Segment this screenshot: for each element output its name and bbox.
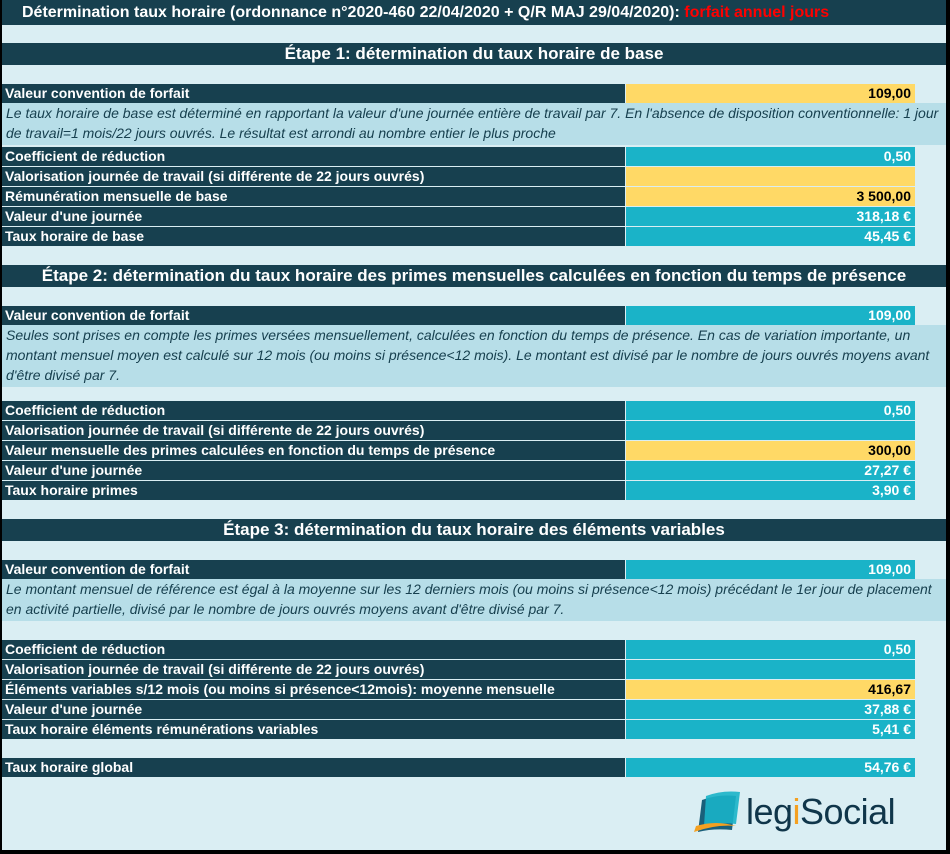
stage-2-valorisation-row: [2, 421, 915, 440]
sheet-title: [2, 0, 946, 25]
row-label: Valeur d'une journée: [2, 207, 625, 226]
valorisation-value-cell[interactable]: [626, 660, 915, 679]
coef-value-cell[interactable]: 0,50: [626, 401, 915, 420]
stage-2-title: Étape 2: détermination du taux horaire des primes mensuelles calculées en fonction du temps de présence: [2, 265, 946, 287]
stage-2-forfait-row: [2, 306, 915, 325]
stage-2-note: Seules sont prises en compte les primes versées mensuellement, calculées en fonction du temps de présence. En cas de variation importante, un montant mensuel moyen est calculé sur 12 mois (ou moins si présence<12 mois). Le montant est divisé par le nombre de jours ouvrés moyens avant d'être divisé par 7.: [2, 325, 946, 387]
stage-1-title: Étape 1: détermination du taux horaire de base: [2, 43, 946, 65]
stage-3-note: Le montant mensuel de référence est égal à la moyenne sur les 12 derniers mois (ou moins si présence<12 mois) précédant le 1er jour de placement en activité partielle, divisé par le nombre de jours ouvrés moyens avant d'être divisé par 7.: [2, 579, 946, 621]
row-label: Valeur d'une journée: [2, 461, 625, 480]
forfait-input-cell[interactable]: 109,00: [626, 84, 915, 103]
title-main: Détermination taux horaire (ordonnance n°2020-460 22/04/2020 + Q/R MAJ 29/04/2020):: [22, 4, 680, 21]
stage-1-remuneration-row: [2, 187, 915, 206]
taux-value-cell[interactable]: 5,41 €: [626, 720, 915, 739]
logo-wordmark: legiSocial: [746, 791, 896, 832]
spreadsheet: [2, 0, 946, 850]
row-label: Taux horaire global: [2, 758, 625, 777]
stage-2-primes-row: [2, 441, 915, 460]
global-taux-row: [2, 758, 915, 777]
stage-3-coef-row: [2, 640, 915, 659]
journee-value-cell[interactable]: 37,88 €: [626, 700, 915, 719]
valorisation-value-cell[interactable]: [626, 421, 915, 440]
row-label: Éléments variables s/12 mois (ou moins si présence<12mois): moyenne mensuelle: [2, 680, 625, 699]
title-highlight: forfait annuel jours: [684, 4, 830, 21]
forfait-value-cell[interactable]: 109,00: [626, 560, 915, 579]
row-label: Valeur convention de forfait: [2, 306, 625, 325]
journee-value-cell[interactable]: 27,27 €: [626, 461, 915, 480]
stage-3-forfait-row: [2, 560, 915, 579]
taux-value-cell[interactable]: 3,90 €: [626, 481, 915, 500]
stage-2-coef-row: [2, 401, 915, 420]
stage-2-taux-row: [2, 481, 915, 500]
forfait-value-cell[interactable]: 109,00: [626, 306, 915, 325]
row-label: Coefficient de réduction: [2, 401, 625, 420]
valorisation-input-cell[interactable]: [626, 167, 915, 186]
stage-3-journee-row: [2, 700, 915, 719]
taux-value-cell[interactable]: 45,45 €: [626, 227, 915, 246]
legisocial-logo-icon: [692, 786, 746, 838]
stage-1-taux-row: [2, 227, 915, 246]
coef-value-cell[interactable]: 0,50: [626, 147, 915, 166]
row-label: Valeur d'une journée: [2, 700, 625, 719]
row-label: Valeur mensuelle des primes calculées en fonction du temps de présence: [2, 441, 625, 460]
stage-2-journee-row: [2, 461, 915, 480]
row-label: Coefficient de réduction: [2, 147, 625, 166]
remuneration-input-cell[interactable]: 3 500,00: [626, 187, 915, 206]
stage-1-forfait-row: [2, 84, 915, 103]
global-value-cell[interactable]: 54,76 €: [626, 758, 915, 777]
row-label: Valorisation journée de travail (si différente de 22 jours ouvrés): [2, 421, 625, 440]
stage-1-journee-row: [2, 207, 915, 226]
row-label: Taux horaire éléments rémunérations variables: [2, 720, 625, 739]
stage-1-coef-row: [2, 147, 915, 166]
row-label: Taux horaire de base: [2, 227, 625, 246]
stage-3-variables-row: [2, 680, 915, 699]
journee-value-cell[interactable]: 318,18 €: [626, 207, 915, 226]
row-label: Coefficient de réduction: [2, 640, 625, 659]
variables-input-cell[interactable]: 416,67: [626, 680, 915, 699]
row-label: Rémunération mensuelle de base: [2, 187, 625, 206]
legisocial-logo: [692, 786, 932, 838]
row-label: Valorisation journée de travail (si différente de 22 jours ouvrés): [2, 167, 625, 186]
primes-input-cell[interactable]: 300,00: [626, 441, 915, 460]
row-label: Taux horaire primes: [2, 481, 625, 500]
stage-3-valorisation-row: [2, 660, 915, 679]
stage-3-taux-row: [2, 720, 915, 739]
coef-value-cell[interactable]: 0,50: [626, 640, 915, 659]
row-label: Valeur convention de forfait: [2, 84, 625, 103]
stage-1-valorisation-row: [2, 167, 915, 186]
stage-1-note: Le taux horaire de base est déterminé en rapportant la valeur d'une journée entière de travail par 7. En l'absence de disposition conventionnelle: 1 jour de travail=1 mois/22 jours ouvrés. Le résultat est arrondi au nombre entier le plus proche: [2, 103, 946, 145]
row-label: Valorisation journée de travail (si différente de 22 jours ouvrés): [2, 660, 625, 679]
stage-3-title: Étape 3: détermination du taux horaire des éléments variables: [2, 519, 946, 541]
row-label: Valeur convention de forfait: [2, 560, 625, 579]
